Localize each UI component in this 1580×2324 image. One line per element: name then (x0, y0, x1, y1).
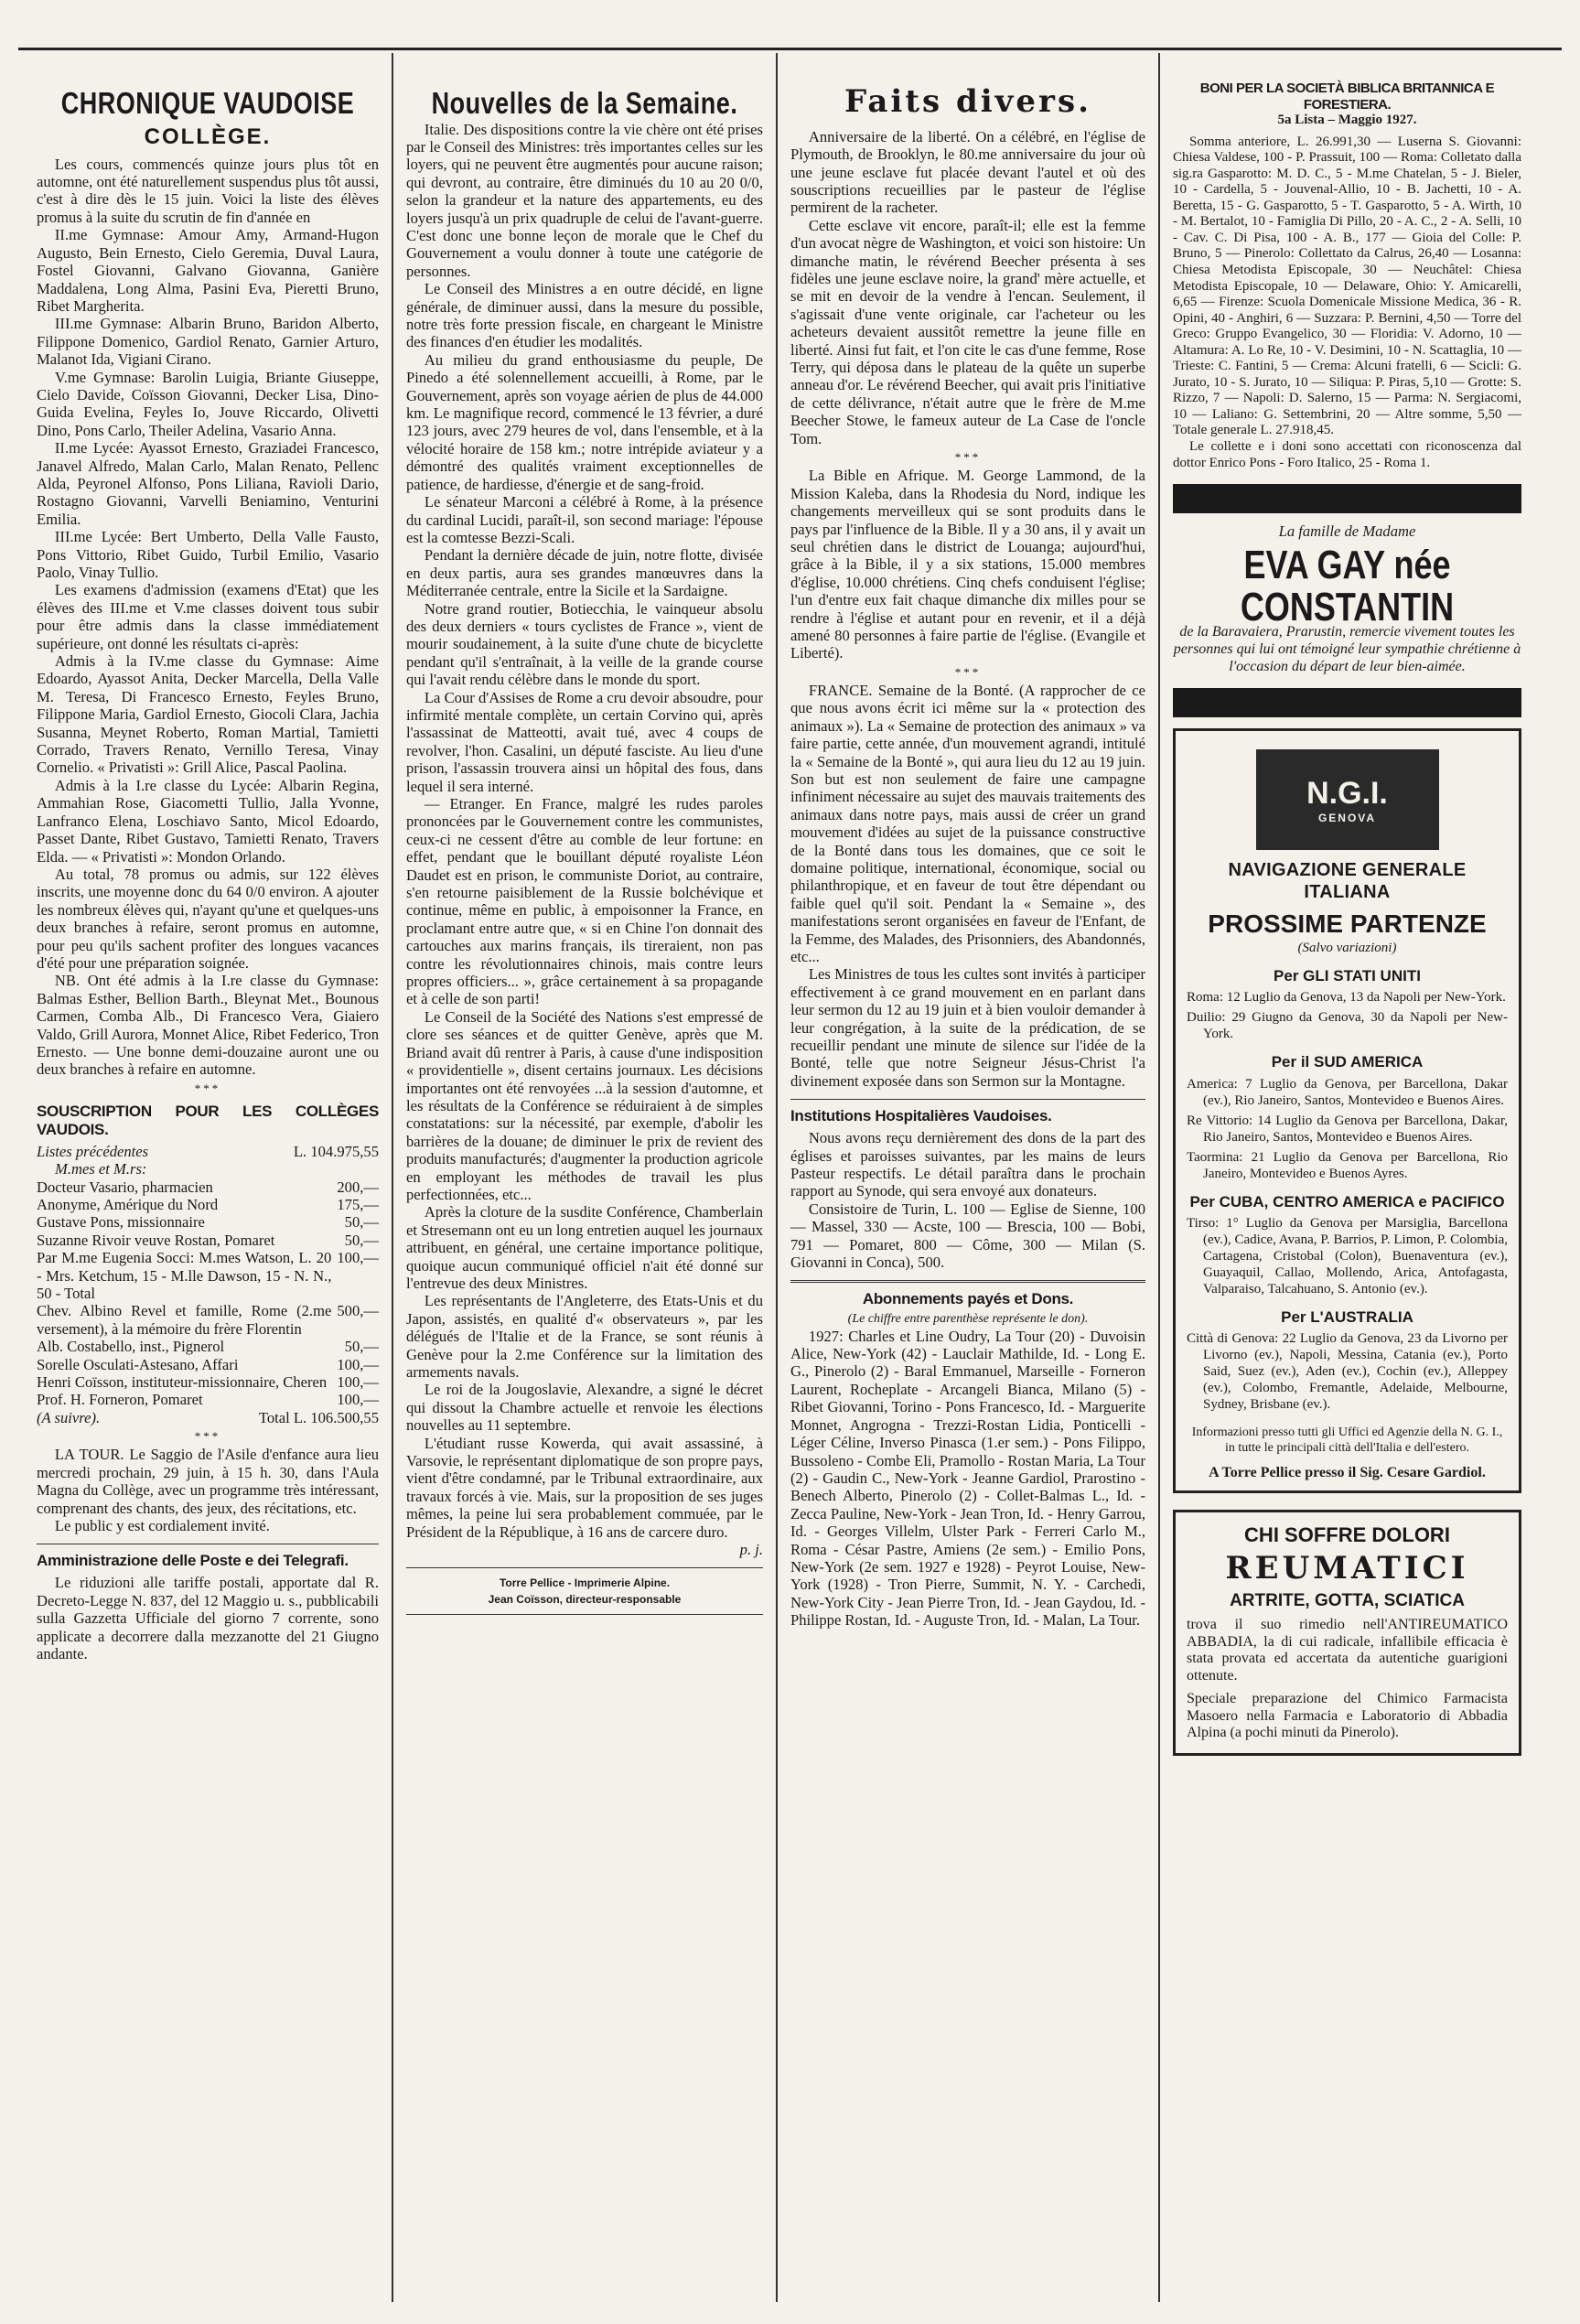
ledger-amount: 50,— (344, 1231, 379, 1249)
paragraph: Notre grand routier, Botiecchia, le vainqueur absolu des deux derniers « tours cyclistes de France », vient de mourir soudainement, à la suite d'une chute de bicyclette pendant qu'il s'entraînait, à la veille de la grande course qui l'avait rendu célèbre dans le monde du sport. (406, 599, 763, 689)
paragraph: Les examens d'admission (examens d'Etat) que les élèves des III.me et V.me classes doivent tous subir pour être admis dans la classe immédiatement supérieure, ont donné les résultats ci-après: (37, 581, 379, 652)
ledger-donor: Docteur Vasario, pharmacien (37, 1178, 213, 1196)
ledger-row (37, 1178, 379, 1196)
paragraph: Consistoire de Turin, L. 100 — Eglise de Sienne, 100 — Massel, 330 — Acste, 100 — Brescia, 100 — Bobi, 791 — Pomaret, 800 — Côme, 300 — Milan (S. Giovanni in Conca), 500. (790, 1200, 1145, 1272)
paragraph: Après la cloture de la susdite Conférence, Chamberlain et Stresemann ont eu un long entretien auquel les journaux attribuent, en général, une certaine importance politique, quoique aucun communiqué officiel n'ait été donné sur l'entrevue des deux Ministres. (406, 1203, 763, 1292)
paragraph: Admis à la IV.me classe du Gymnase: Aime Edoardo, Ayassot Anita, Decker Marcella, Della Valle M. Teresa, Di Francesco Ernesto, Feyles Bruno, Filippone Maria, Gardiol Ernesto, Giocoli Clara, Jachia Susanna, Meynet Roberto, Roman Martial, Tamietti Corrado, Travers Renato, Vernillo Teresa, Vinay Cornelio. « Privatisti »: Grill Alice, Pascal Paolina. (37, 652, 379, 777)
paragraph: La Cour d'Assises de Rome a cru devoir absoudre, pour infirmité mentale complète, un certain Corvino qui, après l'assassinat de Matteotti, avait tué, avec 4 coups de revolver, l'hon. Casalini, un député fasciste. Au lieu d'une prison, l'assassin trouvera ainsi un hôpital des fous, dans lequel il sera interné. (406, 688, 763, 795)
ledger-row (37, 1232, 379, 1249)
column-chronique (24, 53, 393, 2302)
ledger-row (37, 1356, 379, 1373)
ledger-header-amount: L. 104.975,55 (293, 1142, 379, 1160)
ledger-donor: Chev. Albino Revel et famille, Rome (2.me versement), à la mémoire du frère Florentin (37, 1302, 332, 1338)
paragraph: Le collette e i doni sono accettati con riconoscenza dal dottor Enrico Pons - Foro Italico, 25 - Roma 1. (1173, 439, 1521, 470)
family-text: de la Baravaiera, Prarustin, remercie vivement toutes les personnes qui lui ont témoigné leur sympathie chrétienne à l'occasion du départ de leur bien-aimée. (1173, 624, 1521, 674)
paragraph: Le riduzioni alle tariffe postali, apportate dal R. Decreto-Legge N. 837, del 12 Maggio u. s., pubblicabili sulla Gazzetta Ufficiale del giorno 7 corrente, sono applicate a decorrere dalla mezzanotte del 21 Giugno andante. (37, 1574, 379, 1662)
ledger-row (37, 1373, 379, 1391)
poste-title: Amministrazione delle Poste e dei Telegrafi. (37, 1552, 349, 1570)
ledger-row (37, 1249, 379, 1302)
mourning-bar (1173, 688, 1521, 717)
ngi-ship: Re Vittorio: 14 Luglio da Genova per Barcellona, Dakar, Rio Janeiro, Santos, Montevideo e Buenos Aires. (1187, 1113, 1508, 1145)
ledger-suivre: (A suivre). (37, 1408, 101, 1426)
ngi-destination: Per CUBA, CENTRO AMERICA e PACIFICO (1189, 1192, 1505, 1210)
ledger-donor: Sorelle Osculati-Astesano, Affari (37, 1355, 239, 1373)
ngi-ship: Taormina: 21 Luglio da Genova per Barcellona, Rio Janeiro, Montevideo e Buenos Ayres. (1187, 1149, 1508, 1181)
paragraph: Le Conseil de la Société des Nations s'est empressé de clore ses séances et de quitter Genève, après que M. Briand avait dû rentrer à Paris, à cause d'une indisposition « providentielle », disent certains journaux. Les décisions importantes ont été renvoyées ...à la session d'automne, et les résultats de la Conférence se réduiraient à de simples constatations: sur la nécessité, par exemple, d'abolir les barrières de la douane; de diminuer le prix de revient des produits manufacturés; d'augmenter la production agricole en employant les méthodes de travail les plus perfectionnées, etc... (406, 1007, 763, 1203)
ngi-info: Informazioni presso tutti gli Uffici ed Agenzie della N. G. I., in tutte le principali città dell'Italia e dell'estero. (1191, 1426, 1503, 1456)
column-faits-divers (778, 53, 1160, 2302)
ngi-logo-sub: GENOVA (1317, 812, 1377, 825)
reuma-headline: REUMATICI (1225, 1549, 1469, 1587)
boni-title: BONI PER LA SOCIETÀ BIBLICA BRITANNICA E FORESTIERA. (1199, 81, 1495, 113)
ledger-amount: 50,— (344, 1213, 379, 1232)
ngi-destination: Per il SUD AMERICA (1271, 1053, 1424, 1071)
column-annonces (1160, 53, 1534, 2302)
boni-subtitle: 5a Lista – Maggio 1927. (1277, 113, 1417, 128)
faits-divers-title: Faits divers. (844, 83, 1091, 120)
paragraph: Le public y est cordialement invité. (54, 1517, 270, 1535)
ledger-header (37, 1143, 379, 1160)
reuma-text: trova il suo rimedio nell'ANTIREUMATICO ABBADIA, la di cui radicale, infallibile efficacia è stata provata ed accertata da autentiche guarigioni ottenute. (1187, 1616, 1508, 1684)
paragraph: Les Ministres de tous les cultes sont invités à participer effectivement à ce grand mouvement en en parlant dans leur sermon du 12 au 19 juin et à bien vouloir demander à leur congrégation, à la suite de la prédication, de se recueillir pendant une minute de silence sur l'idée de la Bonté, telle que notre Seigneur Jésus-Christ l'a divinement exposée dans son Sermon sur la Montagne. (790, 965, 1145, 1090)
column-nouvelles (393, 53, 778, 2302)
paragraph: Admis à la I.re classe du Lycée: Albarin Regina, Ammahian Rose, Giacometti Tullio, Jalla Yvonne, Lanfranco Elena, Loschiavo Santo, Micol Edoardo, Passet Dante, Ribet Gustavo, Tamietti Renato, Travers Elda. — « Privatisti »: Mondon Orlando. (37, 776, 379, 866)
imprint-director: Jean Coïsson, directeur-responsable (488, 1592, 682, 1606)
ledger-amount: 100,— (337, 1355, 379, 1373)
ledger-amount: 175,— (337, 1195, 379, 1213)
paragraph: 1927: Charles et Line Oudry, La Tour (20) - Duvoisin Alice, New-York (42) - Lauclair Mathilde, Id. - Long E. G., Pinerolo (2) - Baral Emmanuel, Marseille - Forneron Laurent, Rocheplate - Arcangeli Bianca, Milano (5) - Ribet Giovanni, Torino - Pons Francesco, Id. - Marguerite Monnet, Angrogna - Trezzi-Rostan Lidia, Ponticelli - Léger Céline, Inverso Pinasca (1.er sem.) - Pons Filippo, Bussoleno - Combe Eli, Pramollo - Rostan Maria, La Tour (2) - Gaudin C., New-York - Jeanne Gardiol, Prarostino - Benech Alberto, Pinerolo (2) - Collet-Balmas L., Id. - Zecca Pauline, New-York - Jean Tron, Id. - Henry Garrou, Id. - Georges Villelm, Ulster Park - Ferreri Carlo M., Roma - César Pastre, Amiens (2e sem.) - Emilio Pons, New-York (2e sem. 1927 e 1928) - Peyrot Louise, New-York (1928) - Tron Pierre, Summit, N. Y. - Carchedi, New-York City - Jean Pierre Tron, Id. - Jean Gaydou, Id. - Philippe Rostan, Id. - Auguste Tron, Id. - Malan, La Tour. (790, 1327, 1145, 1630)
ledger-amount: 500,— (337, 1302, 379, 1320)
reuma-subhead: ARTRITE, GOTTA, SCIATICA (1230, 1590, 1465, 1610)
paragraph: La Bible en Afrique. M. George Lammond, de la Mission Kaleba, dans la Rhodesia du Nord, indique les changements merveilleux qui se sont produits dans le pays par l'influence de la Bible. Il y a 30 ans, il y avait un seul chrétien dans le district de Louanga; aujourd'hui, grâce à la Bible, il y a six stations, 15.000 membres d'église, 10.000 chrétiens. Cinq chefs conduisent l'église; l'un d'entre eux fait chaque dimanche dix milles pour se rendre à l'église et autant pour en revenir, et il a déjà amené 80 personnes à faire partie de l'église. (Evangile et Liberté). (790, 467, 1145, 662)
ngi-name: NAVIGAZIONE GENERALE ITALIANA (1228, 860, 1467, 903)
paragraph: L'étudiant russe Kowerda, qui avait assassiné, à Varsovie, le représentant diplomatique de son propre pays, vient d'être condamné, par le Tribunal extraordinaire, aux travaux forcés à vie. Mais, sur la proposition de ses juges mêmes, la peine lui sera probablement commuée, par le Président de la République, à 16 ans de carcere duro. (406, 1434, 763, 1541)
reuma-text: Speciale preparazione del Chimico Farmacista Masoero nella Farmacia e Laboratorio di Abbadia Alpina (a pochi minuti da Pinerolo). (1187, 1690, 1508, 1741)
divider (790, 1099, 1145, 1100)
ledger-donor: Par M.me Eugenia Socci: M.mes Watson, L. 20 - Mrs. Ketchum, 15 - M.lle Dawson, 15 - N. N., 50 - Total (37, 1249, 332, 1302)
imprint-printer: Torre Pellice - Imprimerie Alpine. (499, 1576, 671, 1590)
ledger-mm: M.mes et M.rs: (55, 1160, 147, 1178)
ngi-destination: Per L'AUSTRALIA (1281, 1308, 1413, 1327)
ledger-donor: Alb. Costabello, inst., Pignerol (37, 1338, 225, 1356)
ngi-footer: A Torre Pellice presso il Sig. Cesare Gardiol. (1209, 1465, 1486, 1481)
paragraph: Au total, 78 promus ou admis, sur 122 élèves inscrits, une moyenne donc du 64 0/0 environ. A ajouter les nombreux élèves qui, n'ayant qu'une et quelques-uns deux branches à refaire, seront promus en automne, pour peu qu'ils sachent profiter des longues vacances d'été pour une préparation soignée. (37, 865, 379, 972)
paragraph: Somma anteriore, L. 26.991,30 — Luserna S. Giovanni: Chiesa Valdese, 100 - P. Prassuit, 100 — Roma: Colletato dalla sig.ra Gasparotto: M. D. C., 5 - M.me Chatelan, 5 - J. Bieler, 10 - Cardella, 5 - Jouvenal-Allio, 10 - B. Jachetti, 10 - A. Beretta, 15 - G. Gasparotto, 5 - T. Gasparotto, 5 - A. Wirth, 10 - M. Bertalot, 10 - Famiglia Di Pillo, 20 - A. C., 2 - A. Selli, 10 - Cav. C. Di Pisa, 100 - A. B., 177 — Gioia del Colle: P. Bruno, 5 — Pinerolo: Collettato da Calrus, 26,40 — Losanna: Chiesa Metodista Episcopale, 30 — Neuchâtel: Chiesa Metodista Episcopale, 10 — Delaware, Ohio: Y. Amicarelli, 6,65 — Firenze: Scuola Domenicale Missione Medica, 36 - R. Opini, 40 - Anghiri, 6 — Suzzara: P. Bernini, 4,50 — Torre del Greco: Gruppo Evangelico, 30 — Floridia: V. Adorno, 10 — Altamura: A. Lo Re, 10 - V. Desimini, 10 - N. Scattaglia, 10 — Trieste: C. Fantini, 5 — Crema: Alcuni fratelli, 6 — Scicli: G. Jurato, 10 - S. Jurato, 10 — Siliqua: P. Piras, 5,10 — Grotte: S. Rizzo, 7 — Napoli: D. Salerno, 15 — Parma: N. Sergiacomi, 10 — Laliano: G. Settembrini, 20 — Altre somme, 5,50 — Totale generale L. 27.918,45. (1173, 134, 1521, 438)
paragraph: LA TOUR. Le Saggio de l'Asile d'enfance aura lieu mercredi prochain, 29 juin, à 15 h. 30, dans l'Aula Magna du Collège, avec un programme très intéressant, comprenant des chants, des jeux, des récitations, etc. (37, 1446, 379, 1517)
paragraph: Cette esclave vit encore, paraît-il; elle est la femme d'un avocat nègre de Washington, et voici son histoire: Un dimanche matin, le révérend Beecher présenta à ses fidèles une jeune esclave noire, la grand' mère actuelle, et se mit en devoir de la vendre à l'encan. Seulement, il s'agissait d'une vente originale, car l'acheteur ou les acheteurs devaient aussitôt remettre la jeune fille en liberté. Ainsi fut fait, et l'on cite le cas d'une femme, Rose Terry, qui déposa dans le plateau de la quête un superbe anneau d'or. Le révérend Beecher, qui avait pris l'initiative de cette délivrance, n'était autre que le frère de M.me Beecher Stowe, le fameux auteur de La Case de l'oncle Tom. (790, 216, 1145, 447)
paragraph: Au milieu du grand enthousiasme du peuple, De Pinedo a été solennellement accueilli, à Rome, par le Gouvernement, après son voyage aérien de plus de 44.000 km. Le magnifique record, commencé le 13 février, a duré 123 jours, avec 279 heures de vol, dans l'ensemble, et à la vélocité horaire de 158 km.; notre intrépide aviateur y a démontré des qualités vraiment exceptionnelles de patience, de hardiesse, d'énergie et de sang-froid. (406, 350, 763, 493)
ngi-salvo: (Salvo variazioni) (1297, 940, 1397, 955)
ngi-ship: Città di Genova: 22 Luglio da Genova, 23 da Livorno per Livorno (ev.), Napoli, Messina, Catania (ev.), Porto Said, Suez (ev.), Aden (ev.), Cochin (ev.), Alleppey (ev.), Colombo, Fremantle, Adelaide, Melbourne, Sydney, Brisbane (ev.). (1187, 1331, 1508, 1413)
nouvelles-title: Nouvelles de la Semaine. (431, 86, 738, 121)
ngi-logo (1256, 749, 1439, 850)
ledger-row (37, 1338, 379, 1355)
paragraph: FRANCE. Semaine de la Bonté. (A rapprocher de ce que nous avons écrit ici même sur la « protection des animaux »). La « Semaine de protection des animaux » va faire partie, cette année, d'un mouvement agrandi, intitulé la « Semaine de la Bonté », qui aura lieu du 12 au 19 juin. Son but est non seulement de faire une campagne infiniment nécessaire au sujet des mauvais traitements des animaux dans notre pays, mais aussi de créer un grand mouvement d'idées au sujet de la puissance constructive de la Bonté dans tous les domaines, que ce soit le domaine politique, international, économique, social ou philanthropique, et en faveur de tout être dépendant ou faible quel qu'il soit. Pendant la « Semaine », des manifestations seront organisées en faveur de l'Enfant, de la Femme, des Malades, des Prisonniers, des Abandonnés, etc... (790, 681, 1145, 966)
ledger-row (37, 1196, 379, 1213)
paragraph: — Etranger. En France, malgré les rudes paroles prononcées par le Gouvernement contre les communistes, ceux-ci ne cessent d'être au comble de leur fortune: en effet, pendant que le bouillant député royaliste Léon Daudet est en prison, le communiste Doriot, au contraire, s'en retourne paisiblement de la Russie bolchévique et continue, même en public, à empoisonner la France, en proclamant entre autre que, « si en Chine l'on donnait des cartouches aux marins français, ils tireraient, non pas contre les révolutionnaires chinois, mais contre leurs propres officiers... », grâce certainement à sa propagande et à celle de son parti! (406, 795, 763, 1008)
separator-stars: *** (954, 450, 982, 465)
ngi-advert (1173, 728, 1521, 1493)
paragraph: II.me Gymnase: Amour Amy, Armand-Hugon Augusto, Bein Ernesto, Cielo Geremia, Duval Laura, Fostel Giovanni, Galvano Giovanna, Ganière Maddalena, Long Alma, Pasini Eva, Pieretti Bruno, Ribet Margherita. (37, 226, 379, 315)
ledger-amount: 200,— (337, 1178, 379, 1196)
paragraph: V.me Gymnase: Barolin Luigia, Briante Giuseppe, Cielo Davide, Coïsson Giovanni, Decker Lisa, Dino-Guida Evelina, Feyles Io, Jouve Riccardo, Olivetti Dino, Pons Carlo, Theiler Adelina, Vasario Anna. (37, 368, 379, 439)
paragraph: Le roi de la Jougoslavie, Alexandre, a signé le décret qui dissout la Chambre actuelle et renvoie les élections nouvelles au 11 septembre. (406, 1381, 763, 1435)
abonnements-note: (Le chiffre entre parenthèse représente le don). (847, 1312, 1089, 1327)
ledger-row (37, 1302, 379, 1338)
ledger-donor: Henri Coïsson, instituteur-missionnaire, Cheren (37, 1373, 328, 1392)
paragraph: III.me Lycée: Bert Umberto, Della Valle Fausto, Pons Vittorio, Ribet Guido, Turbil Emilio, Vasario Paolo, Vinay Tullio. (37, 528, 379, 581)
ngi-ship: America: 7 Luglio da Genova, per Barcellona, Dakar (ev.), Rio Janeiro, Santos, Montevideo e Buenos Aires. (1187, 1076, 1508, 1108)
paragraph: Le Conseil des Ministres a en outre décidé, en ligne générale, de diminuer aussi, dans la mesure du possible, notre très forte pression fiscale, en chargeant le Ministre des finances d'en étudier les modalités. (406, 280, 763, 351)
separator-stars: *** (194, 1429, 221, 1444)
abonnements-title: Abonnements payés et Dons. (862, 1290, 1074, 1308)
ledger-list (37, 1178, 379, 1409)
paragraph: Les cours, commencés quinze jours plus tôt en automne, ont été naturellement suspendus plus tôt aussi, c'est à dire dès le 15 juin. Voici la liste des élèves promus à la suite du scrutin de fin d'année en (37, 155, 379, 226)
paragraph: Anniversaire de la liberté. On a célébré, en l'église de Plymouth, de Brooklyn, le 80.me anniversaire du jour où une jeune esclave fut placée devant l'autel et où des souscriptions recueillies par le pasteur de l'église permirent de la racheter. (790, 127, 1145, 217)
separator-stars: *** (954, 664, 982, 679)
ledger-amount: 100,— (337, 1391, 379, 1409)
paragraph: Les représentants de l'Angleterre, des Etats-Unis et du Japon, assistés, en qualité d'« observateurs », par les délégués de l'Italie et de la France, se sont réunis à Genève pour la 2.me Conférence sur la limitation des armements navals. (406, 1292, 763, 1382)
signature: p. j. (739, 1541, 763, 1559)
souscription-title: SOUSCRIPTION POUR LES COLLÈGES VAUDOIS. (37, 1102, 379, 1138)
ngi-destination: Per GLI STATI UNITI (1274, 966, 1421, 984)
paragraph: II.me Lycée: Ayassot Ernesto, Graziadei Francesco, Janavel Alfredo, Malan Carlo, Malan Renato, Pellenc Alda, Peyronel Alfonso, Pons Liliana, Ravioli Dario, Rostagno Giovanni, Varvelli Beniamino, Venturini Emilia. (37, 439, 379, 528)
paragraph: Le sénateur Marconi a célébré à Rome, à la présence du cardinal Lucidi, paraît-il, son second mariage: l'épouse est la comtesse Bezzi-Scali. (406, 493, 763, 546)
ledger-donor: Gustave Pons, missionnaire (37, 1213, 205, 1232)
ledger-donor: Anonyme, Amérique du Nord (37, 1195, 219, 1213)
ledger-amount: 50,— (344, 1338, 379, 1356)
paragraph: Pendant la dernière décade de juin, notre flotte, divisée en deux partis, aura ses grandes manœuvres dans la Méditerranée centrale, entre la Sicile et la Sardaigne. (406, 546, 763, 600)
paragraph: III.me Gymnase: Albarin Bruno, Baridon Alberto, Filippone Domenico, Gardiol Renato, Garnier Arturo, Malanot Ida, Vigiani Cirano. (37, 315, 379, 369)
divider (790, 1280, 1145, 1283)
ledger-donor: Suzanne Rivoir veuve Rostan, Pomaret (37, 1231, 275, 1249)
ngi-logo-text: N.G.I. (1306, 775, 1388, 811)
ledger-donor: Prof. H. Forneron, Pomaret (37, 1391, 203, 1409)
ngi-ship: Roma: 12 Luglio da Genova, 13 da Napoli per New-York. (1187, 990, 1506, 1006)
ledger-amount: 100,— (337, 1249, 379, 1267)
reumatici-advert (1173, 1510, 1521, 1756)
ledger-total: Total L. 106.500,55 (258, 1408, 379, 1426)
reuma-top: CHI SOFFRE DOLORI (1244, 1523, 1450, 1547)
ledger-amount: 100,— (337, 1373, 379, 1392)
ngi-headline: PROSSIME PARTENZE (1208, 909, 1487, 939)
ledger-total-row (37, 1409, 379, 1426)
paragraph: NB. Ont été admis à la I.re classe du Gymnase: Balmas Esther, Bellion Barth., Bleynat Met., Bounous Carmen, Comba Alb., Di Francesco Vera, Giaiero Valdo, Grill Aurora, Monnet Alice, Ribet Federico, Tron Ernesto. — Une bonne demi-douzaine auront une ou deux branches à refaire en automne. (37, 972, 379, 1079)
imprint (406, 1567, 763, 1614)
separator-stars: *** (194, 1081, 221, 1095)
ledger-row (37, 1213, 379, 1231)
chronique-title: CHRONIQUE VAUDOISE (60, 86, 355, 121)
mourning-bar (1173, 484, 1521, 513)
paragraph: Italie. Des dispositions contre la vie chère ont été prises par le Conseil des Ministres: très importantes celles sur les loyers, qui ne peuvent être augmentés pour aucune raison; qui devront, au contraire, être diminués du 10 au 20 0/0, selon la grandeur et la nature des appartements, eu des loyers jusqu'à un prix quadruple de celui de l'avant-guerre. C'est donc une bonne leçon de morale que le Chef du Gouvernement a voulu donner à toute une catégorie de personnes. (406, 120, 763, 280)
family-name: EVA GAY née CONSTANTIN (1240, 542, 1455, 629)
ngi-ship: Tirso: 1° Luglio da Genova per Marsiglia, Barcellona (ev.), Cadice, Avana, P. Barrios, P. Limon, P. Colombia, Cartagena, Cristobal (Colon), Buenaventura (ev.), Guayaquil, Callao, Mollendo, Arica, Antofagasta, Valparaiso, Talcahuano, S. Antonio (ev.). (1187, 1216, 1508, 1297)
college-title: COLLÈGE. (144, 124, 272, 149)
family-line: La famille de Madame (1278, 522, 1416, 541)
institutions-title: Institutions Hospitalières Vaudoises. (790, 1107, 1052, 1125)
ledger-header-label: Listes précédentes (37, 1142, 149, 1160)
ledger-row (37, 1391, 379, 1408)
paragraph: Nous avons reçu dernièrement des dons de la part des églises et paroisses suivantes, par les mains de leurs Pasteur respectifs. Le détail paraîtra dans le prochain rapport au Synode, qui sera envoyé aux donateurs. (790, 1129, 1145, 1200)
top-rule (18, 48, 1562, 50)
ngi-ship: Duilio: 29 Giugno da Genova, 30 da Napoli per New-York. (1187, 1010, 1508, 1042)
